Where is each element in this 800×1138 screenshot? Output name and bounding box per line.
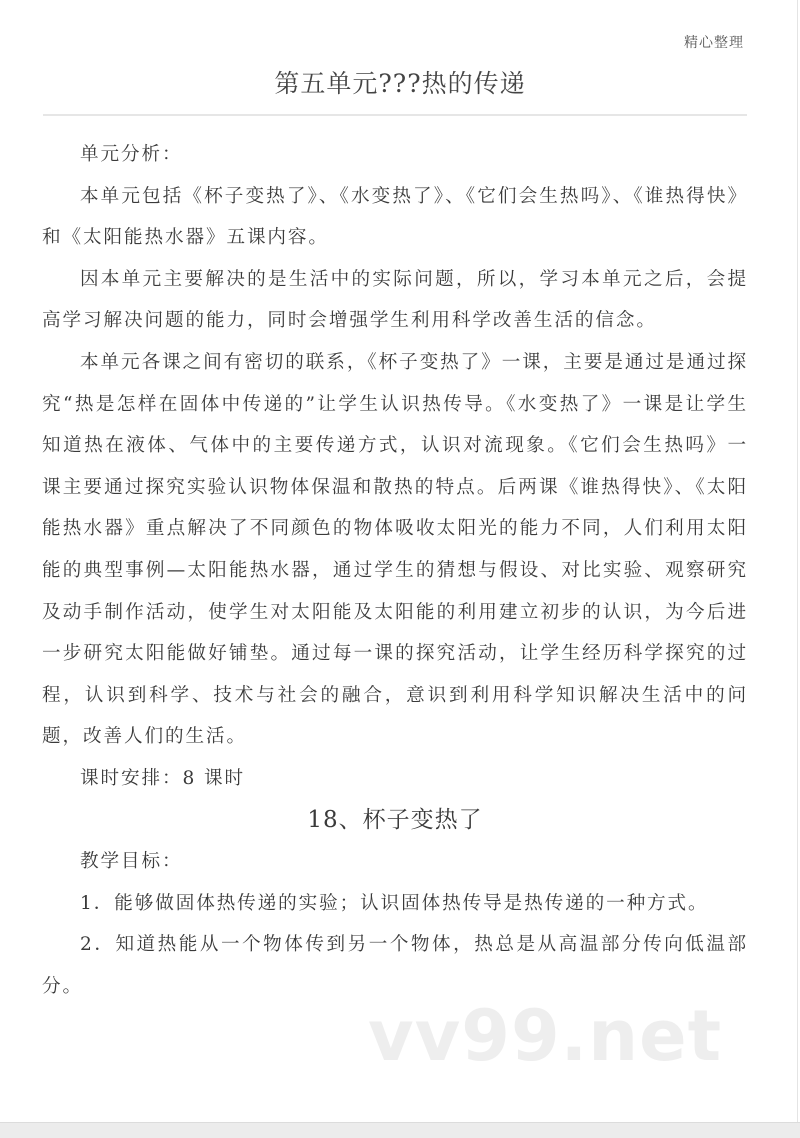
schedule-line: 课时安排：8 课时	[80, 767, 245, 789]
header-note: 精心整理	[684, 35, 744, 51]
page-edge	[797, 0, 798, 1122]
unit-analysis-label: 单元分析：	[80, 144, 183, 165]
teaching-goals-label: 教学目标：	[80, 851, 183, 873]
teaching-goal-2: 2．知道热能从一个物体传到另一个物体，热总是从高温部分传向低温部分。	[42, 934, 748, 997]
document-title: 第五单元???热的传递	[274, 69, 526, 98]
title-divider	[43, 114, 747, 116]
lesson-title: 18、杯子变热了	[307, 806, 483, 833]
watermark: vv99.net	[368, 995, 723, 1077]
document-body	[42, 134, 748, 1007]
page-bottom-gap	[0, 1122, 800, 1138]
paragraph-connections: 本单元各课之间有密切的联系，《杯子变热了》一课，主要是通过是通过探究“热是怎样在固体中传递的”让学生认识热传导。《水变热了》一课是让学生知道热在液体、气体中的主要传递方式，认识对流现象。《它们会生热吗》一课主要通过探究实验认识物体保温和散热的特点。后两课《谁热得快》、《太阳能热水器》重点解决了不同颜色的物体吸收太阳光的能力不同，人们利用太阳能的典型事例—太阳能热水器，通过学生的猜想与假设、对比实验、观察研究及动手制作活动，使学生对太阳能及太阳能的利用建立初步的认识，为今后进一步研究太阳能做好铺垫。通过每一课的探究活动，让学生经历科学探究的过程，认识到科学、技术与社会的融合，意识到利用科学知识解决生活中的问题，改善人们的生活。	[42, 351, 748, 748]
paragraph-purpose: 因本单元主要解决的是生活中的实际问题，所以，学习本单元之后，会提高学习解决问题的能力，同时会增强学生利用科学改善生活的信念。	[42, 268, 748, 332]
paragraph-lessons: 本单元包括《杯子变热了》、《水变热了》、《它们会生热吗》、《谁热得快》和《太阳能热水器》五课内容。	[42, 185, 748, 249]
teaching-goal-1: 1．能够做固体热传递的实验；认识固体热传导是热传递的一种方式。	[80, 892, 709, 914]
